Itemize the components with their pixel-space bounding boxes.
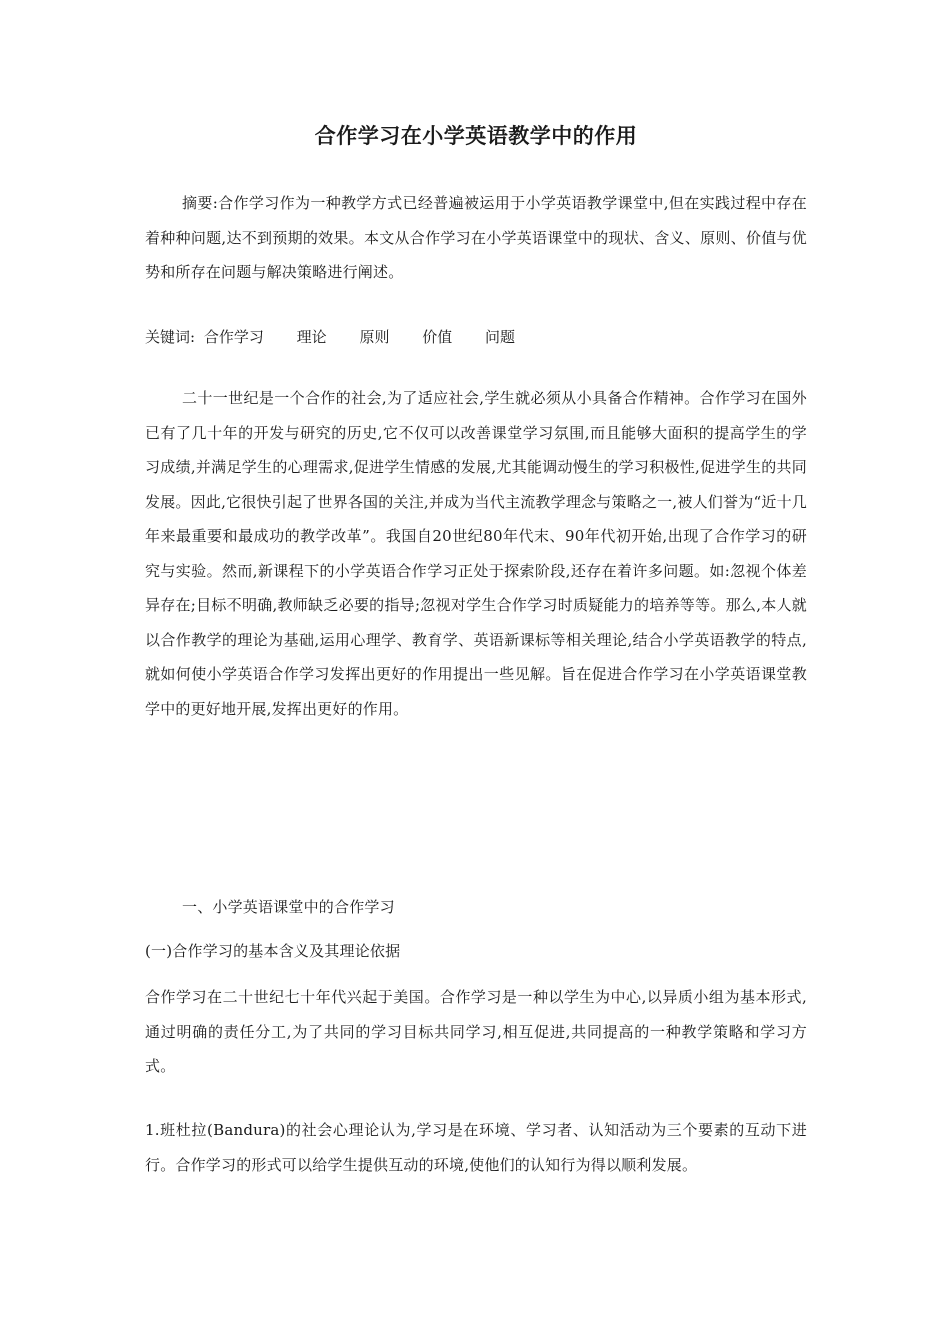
definition-paragraph: 合作学习在二十世纪七十年代兴起于美国。合作学习是一种以学生为中心,以异质小组为基本形式,通过明确的责任分工,为了共同的学习目标共同学习,相互促进,共同提高的一种教学策略和学习方式。: [145, 988, 807, 1075]
introduction-paragraph: 二十一世纪是一个合作的社会,为了适应社会,学生就必须从小具备合作精神。合作学习在国外已有了几十年的开发与研究的历史,它不仅可以改善课堂学习氛围,而且能够大面积的提高学生的学习成绩,并满足学生的心理需求,促进学生情感的发展,尤其能调动慢生的学习积极性,促进学生的共同发展。因此,它很快引起了世界各国的关注,并成为当代主流教学理念与策略之一,被人们誉为“近十几年来最重要和最成功的教学改革”。我国自20世纪80年代末、90年代初开始,出现了合作学习的研究与实验。然而,新课程下的小学英语合作学习正处于探索阶段,还存在着许多问题。如:忽视个体差异存在;目标不明确,教师缺乏必要的指导;忽视对学生合作学习时质疑能力的培养等等。那么,本人就以合作教学的理论为基础,运用心理学、教育学、英语新课标等相关理论,结合小学英语教学的特点,就如何使小学英语合作学习发挥出更好的作用提出一些见解。旨在促进合作学习在小学英语课堂教学中的更好地开展,发挥出更好的作用。: [145, 389, 807, 718]
keyword-item: 理论: [296, 328, 327, 346]
keywords-label: 关键词:: [145, 328, 196, 346]
keyword-item: 原则: [359, 328, 390, 346]
section-heading: 一、小学英语课堂中的合作学习: [182, 898, 395, 916]
abstract-paragraph: 摘要:合作学习作为一种教学方式已经普遍被运用于小学英语教学课堂中,但在实践过程中存在着种种问题,达不到预期的效果。本文从合作学习在小学英语课堂中的现状、含义、原则、价值与优势和所存在问题与解决策略进行阐述。: [145, 194, 807, 281]
keyword-item: 问题: [485, 328, 516, 346]
document-title: 合作学习在小学英语教学中的作用: [314, 124, 638, 148]
keyword-item: 合作学习: [203, 328, 264, 346]
subsection-heading: (一)合作学习的基本含义及其理论依据: [145, 942, 401, 960]
theory-point-paragraph: 1.班杜拉(Bandura)的社会心理论认为,学习是在环境、学习者、认知活动为三个要素的互动下进行。合作学习的形式可以给学生提供互动的环境,使他们的认知行为得以顺利发展。: [145, 1121, 807, 1174]
keyword-item: 价值: [422, 328, 453, 346]
keywords-line: [145, 322, 807, 352]
